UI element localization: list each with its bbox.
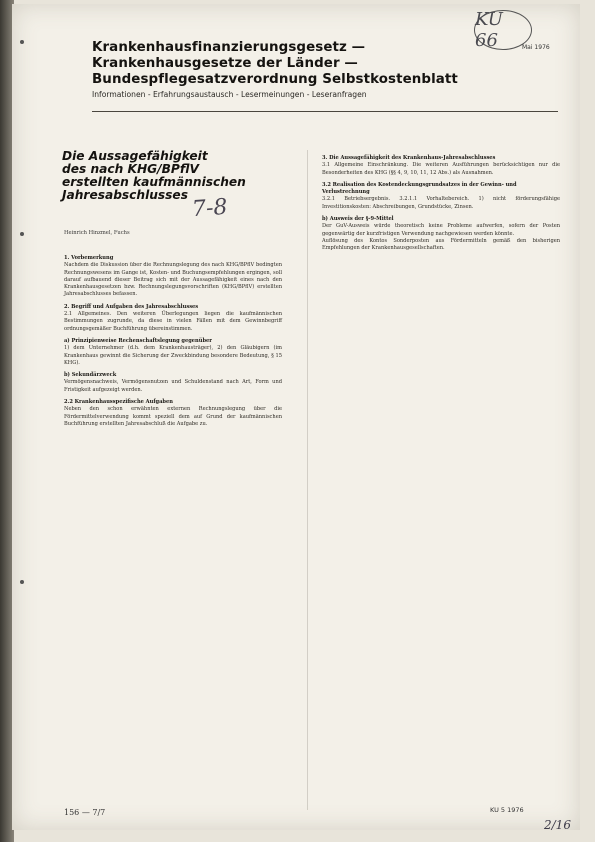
section-text: Der GuV-Ausweis würde theoretisch keine Probleme aufwerfen, sofern der Posten gegenwärtig der kurzfristigen Verwendung nachgewiesen werden könnte. bbox=[322, 223, 560, 237]
masthead-line-2: Krankenhausgesetze der Länder — bbox=[92, 56, 358, 71]
title-line: Jahresabschlusses bbox=[62, 188, 188, 202]
section-text: 1) dem Unternehmer (d.h. dem Krankenhausträger), 2) den Gläubigern (im Krankenhaus gewinnt die Sicherung der Zweckbindung besondere Bedeutung, § 15 KHG). bbox=[64, 345, 282, 366]
issue-date: Mai 1976 bbox=[522, 44, 550, 51]
registration-stamp: KU 66 bbox=[474, 10, 532, 50]
section-text: Vermögensnachweis, Vermögensnutzen und Schuldenstand nach Art, Form und Fristigkeit aufgezeigt werden. bbox=[64, 379, 282, 393]
section-heading: b) Ausweis der §-9-Mittel bbox=[322, 216, 394, 223]
section-text: 3.1 Allgemeine Einschränkung. Die weiteren Ausführungen berücksichtigen nur die Besonderheiten des KHG (§§ 4, 9, 10, 11, 12 Abs.) als Ausnahmen. bbox=[322, 162, 560, 176]
punch-hole bbox=[20, 580, 24, 584]
masthead-subtitle: Informationen - Erfahrungsaustausch - Lesermeinungen - Leseranfragen bbox=[92, 90, 367, 99]
section-text: 3.2.1 Betriebsergebnis. 3.2.1.1 Vorhaltebereich. 1) nicht förderungsfähige Investitionskosten: Abschreibungen, Grundstücke, Zinsen. bbox=[322, 196, 560, 210]
handwritten-number: 7-8 bbox=[191, 194, 229, 223]
section-heading: 2.2 Krankenhausspezifische Aufgaben bbox=[64, 399, 173, 406]
punch-hole bbox=[20, 40, 24, 44]
handwritten-note: 2/16 bbox=[544, 818, 571, 832]
masthead-line-1: Krankenhausfinanzierungsgesetz — bbox=[92, 40, 366, 55]
column-right bbox=[322, 150, 560, 253]
column-left bbox=[64, 250, 282, 428]
section-heading: 1. Vorbemerkung bbox=[64, 255, 114, 261]
page-number: 156 — 7/7 bbox=[64, 808, 106, 817]
section-heading: 2. Begriff und Aufgaben des Jahresabschlusses bbox=[64, 303, 199, 310]
article-title bbox=[62, 150, 302, 202]
title-line: erstellten kaufmännischen bbox=[62, 175, 246, 189]
section-heading: 3. Die Aussagefähigkeit des Krankenhaus-Jahresabschlusses bbox=[322, 155, 496, 161]
title-line: des nach KHG/BPflV bbox=[62, 162, 199, 176]
header-rule bbox=[92, 111, 558, 112]
section-heading: 3.2 Realisation des Kostendeckungsgrundsatzes in der Gewinn- und Verlustrechnung bbox=[322, 181, 517, 196]
title-line: Die Aussagefähigkeit bbox=[62, 149, 208, 163]
masthead-line-3: Bundespflegesatzverordnung Selbstkostenblatt bbox=[92, 72, 458, 87]
section-heading: b) Sekundärzweck bbox=[64, 372, 117, 379]
article-author: Heinrich Hinzmel, Fuchs bbox=[64, 230, 130, 236]
column-divider bbox=[307, 150, 308, 810]
section-text: Neben den schon erwähnten externen Rechnungslegung über die Fördermittelverwendung kommt speziell dem auf Grund der kaufmännischen Buchführung erstellten Jahresabschluß die Aufgabe zu. bbox=[64, 406, 282, 427]
section-heading: a) Prinzipienweise Rechenschaftslegung gegenüber bbox=[64, 337, 212, 344]
journal-reference: KU 5 1976 bbox=[490, 806, 524, 814]
section-text: 2.1 Allgemeines. Den weiteren Überlegungen liegen die kaufmännischen Bestimmungen zugrunde, da diese in vielen Fällen mit dem Gewinnbegriff ordnungsgemäßer Buchführung übereinstimmen. bbox=[64, 311, 282, 332]
section-text: Auflösung des Kontos Sonderposten aus Fördermitteln gemäß den bisherigen Empfehlungen der Krankenhausgesellschaften. bbox=[322, 237, 560, 252]
punch-hole bbox=[20, 232, 24, 236]
masthead bbox=[92, 40, 512, 99]
section-text: Nachdem die Diskussion über die Rechnungslegung des nach KHG/BPflV bedingten Rechnungswesens im Gange ist, Kosten- und Buchungsempfehlungen ergingen, soll darauf aufbauend dieser Beitrag sich mit der Aussagefähigkeit eines nach den Krankenhausgesetzen bzw. Rechnungslegungsvorschriften (KHG/BPflV) erstellten Jahresabschlusses befassen. bbox=[64, 262, 282, 298]
